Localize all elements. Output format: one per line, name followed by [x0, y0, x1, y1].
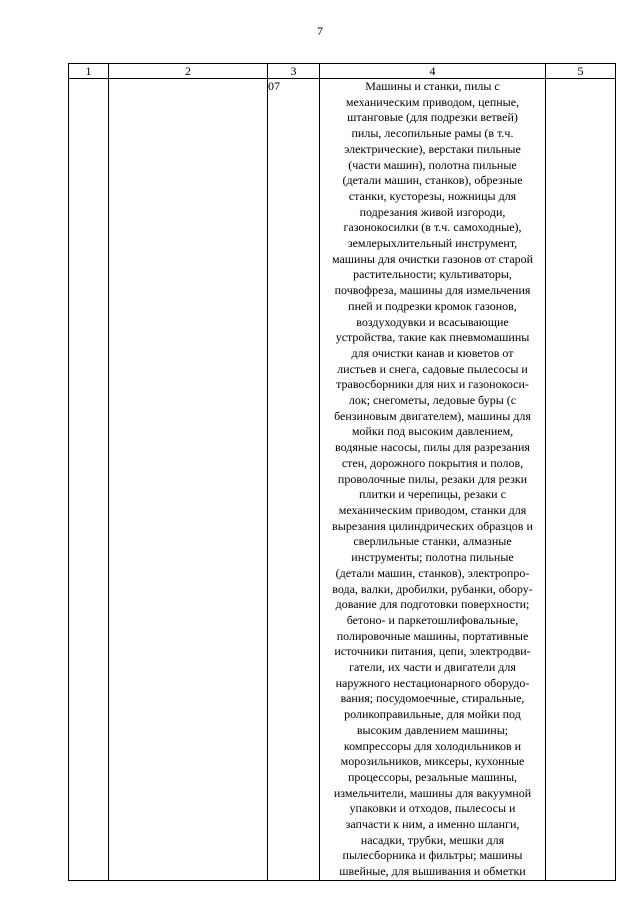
description-line: процессоры, резальные машины,	[347, 769, 518, 784]
description-line: упаковки и отходов, пылесосы и	[349, 801, 516, 816]
description-line: измельчители, машины для вакуумной	[333, 785, 532, 800]
description-line: Машины и станки, пилы с	[365, 79, 500, 93]
column-header-2: 2	[109, 64, 268, 79]
description-line: пылесборника и фильтры; машины	[342, 848, 523, 863]
description-line: пней и подрезки кромок газонов,	[348, 298, 517, 313]
description-line: землерыхлительный инструмент,	[347, 236, 518, 251]
description-line: травосборники для них и газонокоси-	[336, 377, 529, 392]
description-line: почвофреза, машины для измельчения	[334, 283, 531, 298]
description-line: инструменты; полотна пильные	[351, 550, 514, 565]
description-line: вырезания цилиндрических образцов и	[332, 518, 533, 533]
description-line: источники питания, цепи, электродви-	[334, 644, 531, 659]
description-line: компрессоры для холодильников и	[343, 738, 522, 753]
description-line: стен, дорожного покрытия и полов,	[341, 455, 524, 470]
description-line: (детали машин, станков), обрезные	[342, 173, 523, 188]
goods-description-cell	[320, 79, 546, 881]
description-line: листьев и снега, садовые пылесосы и	[337, 361, 528, 376]
description-line: подрезания живой изгороди,	[359, 204, 506, 219]
description-line: бензиновым двигателем), машины для	[334, 408, 531, 423]
description-line: устройства, такие как пневмомашины	[335, 330, 530, 345]
description-line: для очистки канав и кюветов от	[351, 345, 514, 360]
table-header-row	[69, 64, 616, 79]
description-line: наружного нестационарного оборудо-	[335, 675, 530, 690]
description-line: гатели, их части и двигатели для	[349, 660, 516, 675]
description-line: пилы, лесопильные рамы (в т.ч.	[351, 126, 514, 141]
description-line: водяные насосы, пилы для разрезания	[335, 440, 530, 455]
description-line: плитки и черепицы, резаки с	[359, 487, 506, 502]
description-line: дование для подготовки поверхности;	[335, 597, 530, 612]
description-line: растительности; культиваторы,	[353, 267, 512, 282]
description-line: проволочные пилы, резаки для резки	[337, 471, 528, 486]
column-header-1: 1	[69, 64, 109, 79]
cell-col-1	[69, 79, 109, 881]
description-line: роликоправильные, для мойки под	[344, 707, 521, 722]
document-table	[68, 63, 616, 881]
description-line: насадки, трубки, мешки для	[360, 832, 505, 847]
description-line: механическим приводом, станки для	[338, 502, 527, 517]
description-text	[320, 79, 545, 880]
table-row	[69, 79, 616, 881]
description-line: швейные, для вышивания и обметки	[339, 864, 526, 879]
description-line: полировочные машины, портативные	[336, 628, 529, 643]
description-line: вания; посудомоечные, стиральные,	[340, 691, 525, 706]
description-line: морозильников, миксеры, кухонные	[340, 754, 525, 769]
column-header-5: 5	[546, 64, 616, 79]
description-line: станки, кусторезы, ножницы для	[348, 188, 517, 203]
column-header-4: 4	[320, 64, 546, 79]
description-line: лок; снегометы, ледовые буры (с	[348, 393, 517, 408]
description-line: штанговые (для подрезки ветвей)	[347, 110, 518, 125]
description-line: (детали машин, станков), электропро-	[335, 565, 530, 580]
description-line: механическим приводом, цепные,	[345, 94, 520, 109]
description-line: высоким давлением машины;	[356, 722, 509, 737]
description-line: запчасти к ним, а именно шланги,	[345, 817, 520, 832]
description-line: электрические), верстаки пильные	[344, 141, 521, 156]
description-line: сверлильные станки, алмазные	[353, 534, 512, 549]
description-line: воздуходувки и всасывающие	[356, 314, 509, 329]
description-line: машины для очистки газонов от старой	[331, 251, 534, 266]
description-line: (части машин), полотна пильные	[348, 157, 517, 172]
description-line: мойки под высоким давлением,	[351, 424, 514, 439]
cell-col-5	[546, 79, 616, 881]
description-line: бетоно- и паркетошлифовальные,	[346, 612, 519, 627]
class-code-cell: 07	[268, 79, 320, 881]
page-number: 7	[317, 24, 323, 38]
cell-col-2	[109, 79, 268, 881]
description-line: вода, валки, дробилки, рубанки, обору-	[332, 581, 533, 596]
description-line: газонокосилки (в т.ч. самоходные),	[343, 220, 522, 235]
column-header-3: 3	[268, 64, 320, 79]
